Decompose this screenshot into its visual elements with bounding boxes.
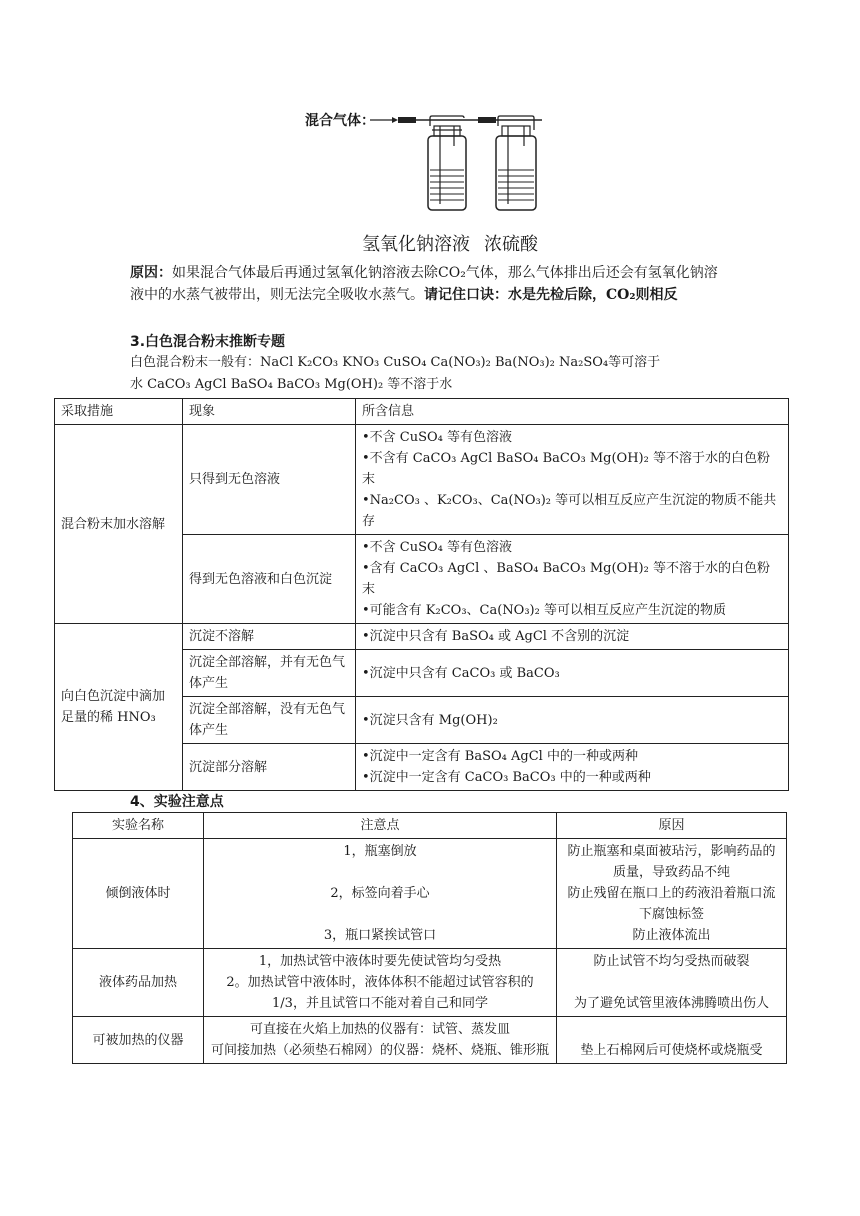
intro-line1: 白色混合粉末一般有：NaCl K₂CO₃ KNO₃ CuSO₄ Ca(NO₃)₂ Ba(NO₃)₂ Na₂SO₄等可溶于 (130, 355, 661, 370)
reason-line: 防止瓶塞和桌面被玷污，影响药品的质量，导致药品不纯 (567, 844, 776, 880)
experiment-name: 液体药品加热 (73, 949, 204, 1017)
table-row (73, 1017, 787, 1064)
table-row (55, 425, 789, 535)
reason-line: 防止残留在瓶口上的药液沿着瓶口流下腐蚀标签 (567, 886, 776, 922)
info-cell (356, 535, 789, 624)
points-cell (204, 839, 557, 949)
mnemonic: 请记住口诀：水是先检后除，CO₂则相反 (424, 287, 678, 303)
point-line: 可直接在火焰上加热的仪器有：试管、蒸发皿 (249, 1022, 510, 1037)
info-line: •沉淀中一定含有 BaSO₄ AgCl 中的一种或两种 (362, 749, 638, 764)
phenomenon-cell: 沉淀部分溶解 (183, 744, 356, 791)
caption-h2so4: 浓硫酸 (484, 234, 538, 255)
measure-dissolve: 混合粉末加水溶解 (55, 425, 183, 624)
header-experiment: 实验名称 (73, 813, 204, 839)
info-line: •Na₂CO₃ 、K₂CO₃、Ca(NO₃)₂ 等可以相互反应产生沉淀的物质不能共存 (362, 493, 777, 529)
info-cell: •沉淀只含有 Mg(OH)₂ (356, 697, 789, 744)
figure-caption (362, 230, 552, 256)
reason-cell (557, 949, 787, 1017)
gas-washing-bottles-diagram (370, 108, 560, 218)
experiment-notes-table (72, 812, 787, 1064)
caption-naoh: 氢氧化钠溶液 (362, 234, 470, 255)
reason-paragraph (130, 262, 730, 306)
reason-cell: 垫上石棉网后可使烧杯或烧瓶受 (557, 1017, 787, 1064)
info-line: •可能含有 K₂CO₃、Ca(NO₃)₂ 等可以相互反应产生沉淀的物质 (362, 603, 726, 618)
reason-cell (557, 839, 787, 949)
header-measure: 采取措施 (55, 399, 183, 425)
info-line: •沉淀中一定含有 CaCO₃ BaCO₃ 中的一种或两种 (362, 770, 651, 785)
phenomenon-cell: 沉淀全部溶解，没有无色气体产生 (183, 697, 356, 744)
point-line: 可间接加热（必须垫石棉网）的仪器：烧杯、烧瓶、锥形瓶 (210, 1043, 549, 1058)
reason-text: 如果混合气体最后再通过氢氧化钠溶液去除CO₂气体，那么气体排出后还会有氢氧化钠溶液中的水蒸气被带出，则无法完全吸收水蒸气。 (130, 265, 718, 303)
powder-inference-table (54, 398, 789, 791)
header-info: 所含信息 (356, 399, 789, 425)
section3-intro (130, 352, 740, 396)
info-cell: •沉淀中只含有 CaCO₃ 或 BaCO₃ (356, 650, 789, 697)
header-phenomenon: 现象 (183, 399, 356, 425)
point-line: 2，标签向着手心 (330, 886, 430, 901)
table-header-row (73, 813, 787, 839)
reason-line: 防止试管不均匀受热而破裂 (593, 954, 750, 969)
reason-label: 原因： (130, 265, 172, 281)
phenomenon-cell: 沉淀全部溶解，并有无色气体产生 (183, 650, 356, 697)
point-line: 1，加热试管中液体时要先使试管均匀受热 (258, 954, 502, 969)
points-cell (204, 1017, 557, 1064)
point-line: 3，瓶口紧挨试管口 (323, 928, 437, 943)
section3-title: 3.白色混合粉末推断专题 (130, 334, 286, 350)
info-line: •不含 CuSO₄ 等有色溶液 (362, 540, 513, 555)
info-line: •不含有 CaCO₃ AgCl BaSO₄ BaCO₃ Mg(OH)₂ 等不溶于水的白色粉末 (362, 451, 770, 487)
info-line: •不含 CuSO₄ 等有色溶液 (362, 430, 513, 445)
phenomenon-cell: 沉淀不溶解 (183, 624, 356, 650)
header-reason: 原因 (557, 813, 787, 839)
mixed-gas-label: 混合气体： (305, 113, 375, 129)
measure-acid: 向白色沉淀中滴加足量的稀 HNO₃ (55, 624, 183, 791)
reason-line: 为了避免试管里液体沸腾喷出伤人 (573, 996, 769, 1011)
point-line: 1，瓶塞倒放 (343, 844, 417, 859)
table-row (73, 839, 787, 949)
intro-line2: 水 CaCO₃ AgCl BaSO₄ BaCO₃ Mg(OH)₂ 等不溶于水 (130, 377, 453, 392)
section4-title: 4、实验注意点 (130, 794, 224, 810)
point-line: 2。加热试管中液体时，液体体积不能超过试管容积的 1/3，并且试管口不能对着自己和同学 (226, 975, 534, 1011)
table-header-row (55, 399, 789, 425)
experiment-name: 可被加热的仪器 (73, 1017, 204, 1064)
info-line: •含有 CaCO₃ AgCl 、BaSO₄ BaCO₃ Mg(OH)₂ 等不溶于水的白色粉末 (362, 561, 770, 597)
table-row (73, 949, 787, 1017)
info-cell (356, 425, 789, 535)
phenomenon-cell: 得到无色溶液和白色沉淀 (183, 535, 356, 624)
table-row (55, 624, 789, 650)
experiment-name: 倾倒液体时 (73, 839, 204, 949)
points-cell (204, 949, 557, 1017)
info-cell: •沉淀中只含有 BaSO₄ 或 AgCl 不含别的沉淀 (356, 624, 789, 650)
info-cell (356, 744, 789, 791)
header-points: 注意点 (204, 813, 557, 839)
reason-line: 防止液体流出 (632, 928, 711, 943)
phenomenon-cell: 只得到无色溶液 (183, 425, 356, 535)
